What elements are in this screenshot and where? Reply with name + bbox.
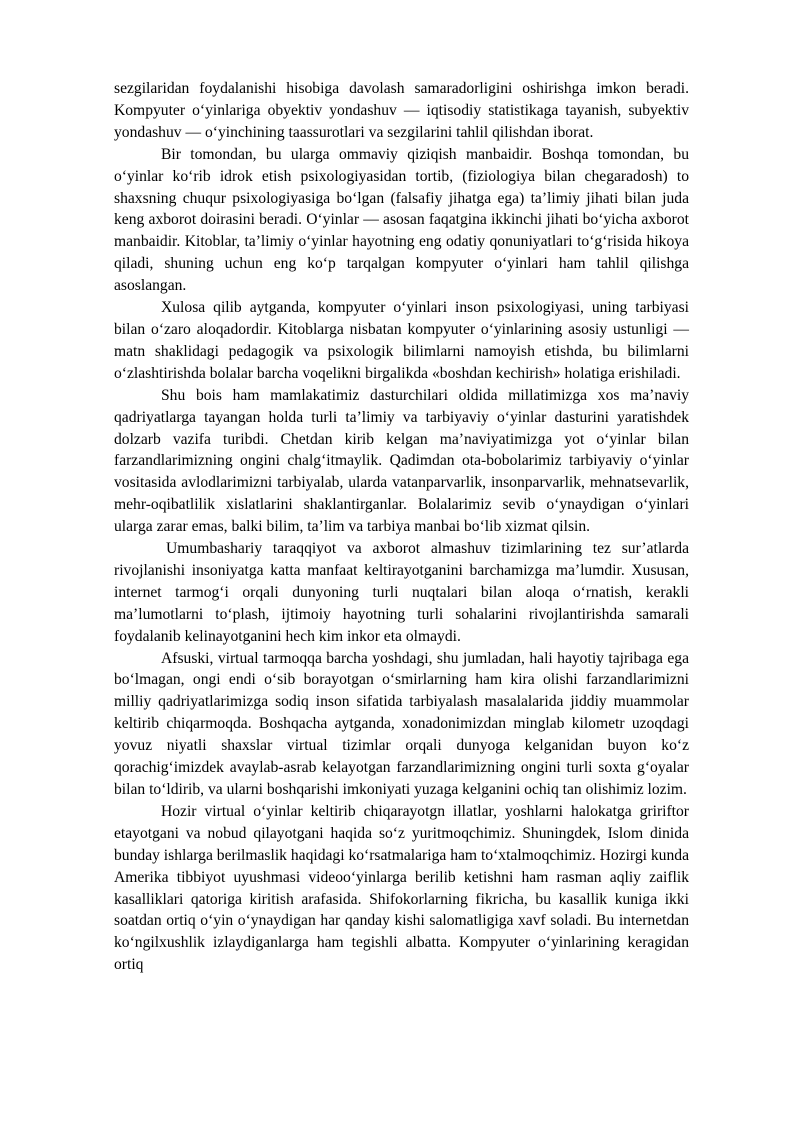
document-page [114,78,689,976]
paragraph-5: Umumbashariy taraqqiyot va axborot almashuv tizimlarining tez sur’atlarda rivojlanishi insoniyatga katta manfaat keltirayotganini barchamizga ma’lumdir. Xususan, internet tarmog‘i orqali dunyoning turli nuqtalari bilan aloqa o‘rnatish, kerakli ma’lumotlarni to‘plash, ijtimoiy hayotning turli sohalarini rivojlantirishda samarali foydalanib kelinayotganini hech kim inkor eta olmaydi. [114,540,689,645]
paragraph-6: Afsuski, virtual tarmoqqa barcha yoshdagi, shu jumladan, hali hayotiy tajribaga ega bo‘lmagan, ongi endi o‘sib borayotgan o‘smirlarning ham kira olishi farzandlarimizni milliy qadriyatlarimizga sodiq inson sifatida tarbiyalash masalalarida jiddiy muammolar keltirib chiqarmoqda. Boshqacha aytganda, xonadonimizdan minglab kilometr uzoqdagi yovuz niyatli shaxslar virtual tizimlar orqali dunyoga kelganidan buyon ko‘z qorachig‘imizdek avaylab-asrab kelayotgan farzandlarimizning ongini turli soxta g‘oyalar bilan to‘ldirib, va ularni boshqarishi imkoniyati yuzaga kelganini ochiq tan olishimiz lozim. [114,649,689,798]
paragraph-2: Bir tomondan, bu ularga ommaviy qiziqish manbaidir. Boshqa tomondan, bu o‘yinlar ko‘rib idrok etish psixologiyasidan tortib, (fiziologiya bilan chegaradosh) to shaxsning chuqur psixologiyasiga bo‘lgan (falsafiy jihatga ega) ta’limiy jihati bilan juda keng axborot doirasini beradi. O‘yinlar — asosan faqatgina ikkinchi jihati bo‘yicha axborot manbaidir. Kitoblar, ta’limiy o‘yinlar hayotning eng odatiy qonuniyatlari to‘g‘risida hikoya qiladi, shuning uchun eng ko‘p tarqalgan kompyuter o‘yinlari ham tahlil qilishga asoslangan. [114,145,689,295]
paragraph-3: Xulosa qilib aytganda, kompyuter o‘yinlari inson psixologiyasi, uning tarbiyasi bilan o‘zaro aloqadordir. Kitoblarga nisbatan kompyuter o‘yinlarining asosiy ustunligi — matn shaklidagi pedagogik va psixologik bilimlarni namoyish etishda, bu bilimlarni o‘zlashtirishda bolalar barcha voqelikni birgalikda «boshdan kechirish» holatiga erishiladi. [114,299,689,382]
paragraph-1: sezgilaridan foydalanishi hisobiga davolash samaradorligini oshirishga imkon beradi. Kompyuter o‘yinlariga obyektiv yondashuv — iqtisodiy statistikaga tayanish, subyektiv yondashuv — o‘yinchining taassurotlari va sezgilarini tahlil qilishdan iborat. [114,80,689,141]
paragraph-7: Hozir virtual o‘yinlar keltirib chiqarayotgn illatlar, yoshlarni halokatga gririftor etayotgani va nobud qilayotgani haqida so‘z yuritmoqchimiz. Shuningdek, Islom dinida bunday ishlarga berilmaslik haqidagi ko‘rsatmalariga ham to‘xtalmoqchimiz. Hozirgi kunda Amerika tibbiyot uyushmasi videoo‘yinlarga berilib ketishni ham rasman aqliy zaiflik kasalliklari qatoriga kiritish arafasida. Shifokorlarning fikricha, bu kasallik kuniga ikki soatdan ortiq o‘yin o‘ynaydigan har qanday kishi salomatligiga xavf soladi. Bu internetdan ko‘ngilxushlik izlaydiganlarga ham tegishli albatta. Kompyuter o‘yinlarining keragidan ortiq [114,802,689,974]
paragraph-4: Shu bois ham mamlakatimiz dasturchilari oldida millatimizga xos ma’naviy qadriyatlarga tayangan holda turli ta’limiy va tarbiyaviy o‘yinlar dasturini yaratishdek dolzarb vazifa turibdi. Chetdan kirib kelgan ma’naviyatimizga yot o‘yinlar bilan farzandlarimizning ongini chalg‘itmaylik. Qadimdan ota-bobolarimiz tarbiyaviy o‘yinlar vositasida avlodlarimizni tarbiyalab, ularda vatanparvarlik, insonparvarlik, mehnatsevarlik, mehr-oqibatlilik xislatlarini shaklantirganlar. Bolalarimiz sevib o‘ynaydigan o‘yinlari ularga zarar emas, balki bilim, ta’lim va tarbiya manbai bo‘lib xizmat qilsin. [114,386,689,536]
